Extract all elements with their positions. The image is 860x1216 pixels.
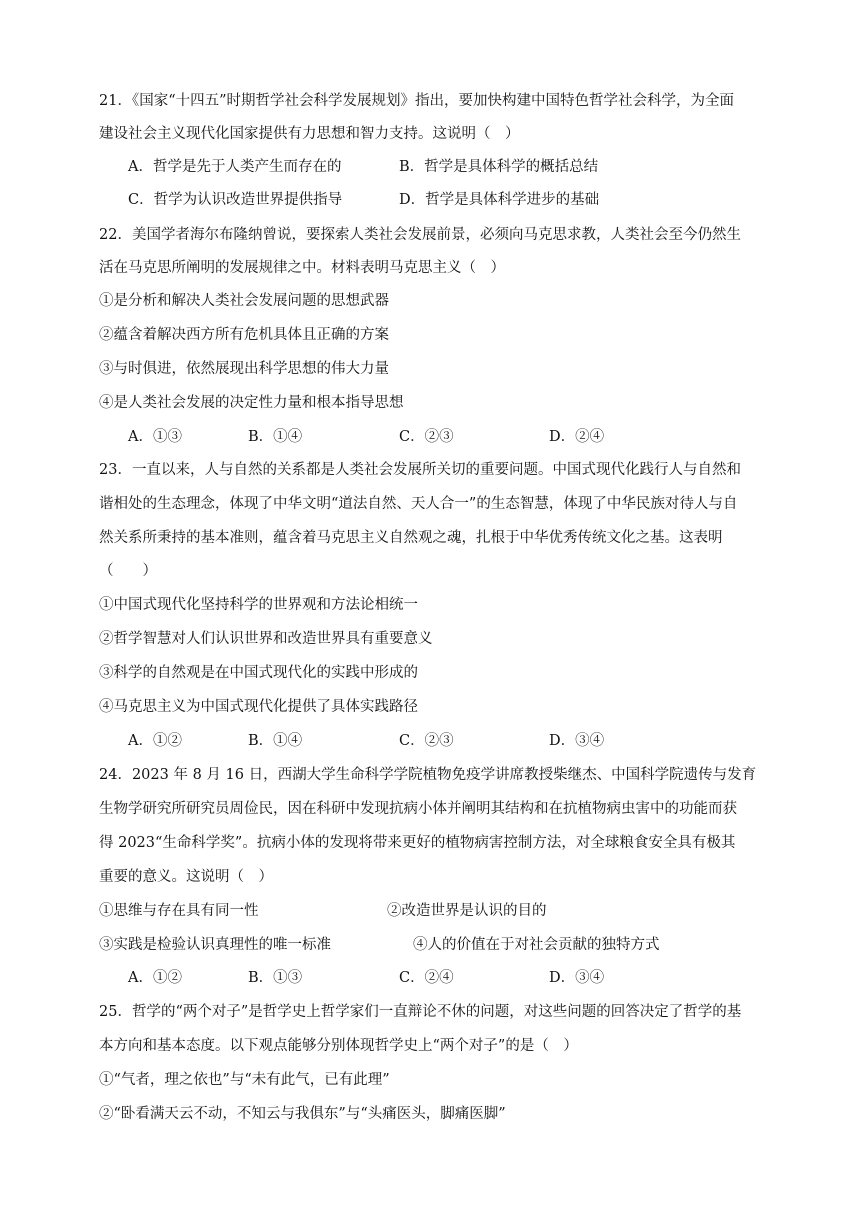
question-22-statement-2: ②蕴含着解决西方所有危机具体且正确的方案: [99, 327, 389, 343]
question-24-stem-line-2: 生物学研究所研究员周俭民，因在科研中发现抗病小体并阐明其结构和在抗植物病虫害中的功能而获: [99, 801, 737, 817]
question-24-stem-line-1: 24．2023 年 8 月 16 日，西湖大学生命科学学院植物免疫学讲席教授柴继杰、中国科学院遗传与发育: [99, 767, 757, 783]
question-21-choice-a: A．哲学是先于人类产生而存在的: [128, 159, 342, 175]
question-23-statement-2: ②哲学智慧对人们认识世界和改造世界具有重要意义: [99, 631, 433, 647]
question-22-statement-1: ①是分析和解决人类社会发展问题的思想武器: [99, 293, 389, 309]
question-22-choice-c: C．②③: [399, 429, 454, 445]
question-22-statement-3: ③与时俱进，依然展现出科学思想的伟大力量: [99, 361, 389, 377]
question-24-statement-3: ③实践是检验认识真理性的唯一标准: [99, 937, 331, 953]
question-21-stem-line-2: 建设社会主义现代化国家提供有力思想和智力支持。这说明（ ）: [99, 126, 520, 142]
question-21-choice-d: D．哲学是具体科学进步的基础: [399, 192, 600, 208]
question-21-choice-c: C．哲学为认识改造世界提供指导: [128, 192, 343, 208]
question-24-choice-b: B．①③: [248, 970, 303, 986]
question-22-choice-b: B．①④: [248, 429, 303, 445]
question-23-statement-3: ③科学的自然观是在中国式现代化的实践中形成的: [99, 665, 418, 681]
question-23-choice-c: C．②③: [399, 733, 454, 749]
question-24-statement-1: ①思维与存在具有同一性: [99, 903, 259, 919]
question-22-statement-4: ④是人类社会发展的决定性力量和根本指导思想: [99, 395, 404, 411]
question-25-statement-2: ②“卧看满天云不动，不知云与我俱东”与“头痛医头，脚痛医脚”: [99, 1106, 506, 1122]
question-23-stem-line-4: （ ）: [99, 563, 157, 579]
question-23-choice-b: B．①④: [248, 733, 303, 749]
question-24-statement-4: ④人的价值在于对社会贡献的独特方式: [413, 937, 660, 953]
question-23-stem-line-1: 23．一直以来，人与自然的关系都是人类社会发展所关切的重要问题。中国式现代化践行人与自然和: [99, 462, 741, 478]
question-22-choice-a: A．①③: [128, 429, 182, 445]
question-25-statement-1: ①“气者，理之依也”与“未有此气，已有此理”: [99, 1072, 390, 1088]
question-25-stem-line-2: 本方向和基本态度。以下观点能够分别体现哲学史上“两个对子”的是（ ）: [99, 1038, 578, 1054]
question-22-stem-line-2: 活在马克思所阐明的发展规律之中。材料表明马克思主义（ ）: [99, 260, 505, 276]
question-23-choice-a: A．①②: [128, 733, 182, 749]
question-24-stem-line-4: 重要的意义。这说明（ ）: [99, 869, 273, 885]
question-24-statement-2: ②改造世界是认识的目的: [387, 903, 547, 919]
question-23-stem-line-2: 谐相处的生态理念，体现了中华文明“道法自然、天人合一”的生态智慧，体现了中华民族对待人与自: [99, 496, 738, 512]
question-23-statement-4: ④马克思主义为中国式现代化提供了具体实践路径: [99, 699, 418, 715]
question-21-stem-line-1: 21．《国家“十四五”时期哲学社会科学发展规划》指出，要加快构建中国特色哲学社会科学，为全面: [99, 93, 735, 109]
question-24-choice-a: A．①②: [128, 970, 182, 986]
question-23-statement-1: ①中国式现代化坚持科学的世界观和方法论相统一: [99, 597, 418, 613]
question-25-stem-line-1: 25．哲学的“两个对子”是哲学史上哲学家们一直辩论不休的问题，对这些问题的回答决定了哲学的基: [99, 1004, 742, 1020]
question-22-choice-d: D．②④: [549, 429, 605, 445]
question-23-choice-d: D．③④: [549, 733, 605, 749]
question-24-choice-c: C．②④: [399, 970, 454, 986]
question-22-stem-line-1: 22．美国学者海尔布隆纳曾说，要探索人类社会发展前景，必须向马克思求教，人类社会至今仍然生: [99, 227, 741, 243]
question-24-stem-line-3: 得 2023“生命科学奖”。抗病小体的发现将带来更好的植物病害控制方法，对全球粮食安全具有极其: [99, 835, 736, 851]
question-24-choice-d: D．③④: [549, 970, 605, 986]
question-23-stem-line-3: 然关系所秉持的基本准则，蕴含着马克思主义自然观之魂，扎根于中华优秀传统文化之基。这表明: [99, 530, 723, 546]
question-21-choice-b: B．哲学是具体科学的概括总结: [399, 159, 599, 175]
